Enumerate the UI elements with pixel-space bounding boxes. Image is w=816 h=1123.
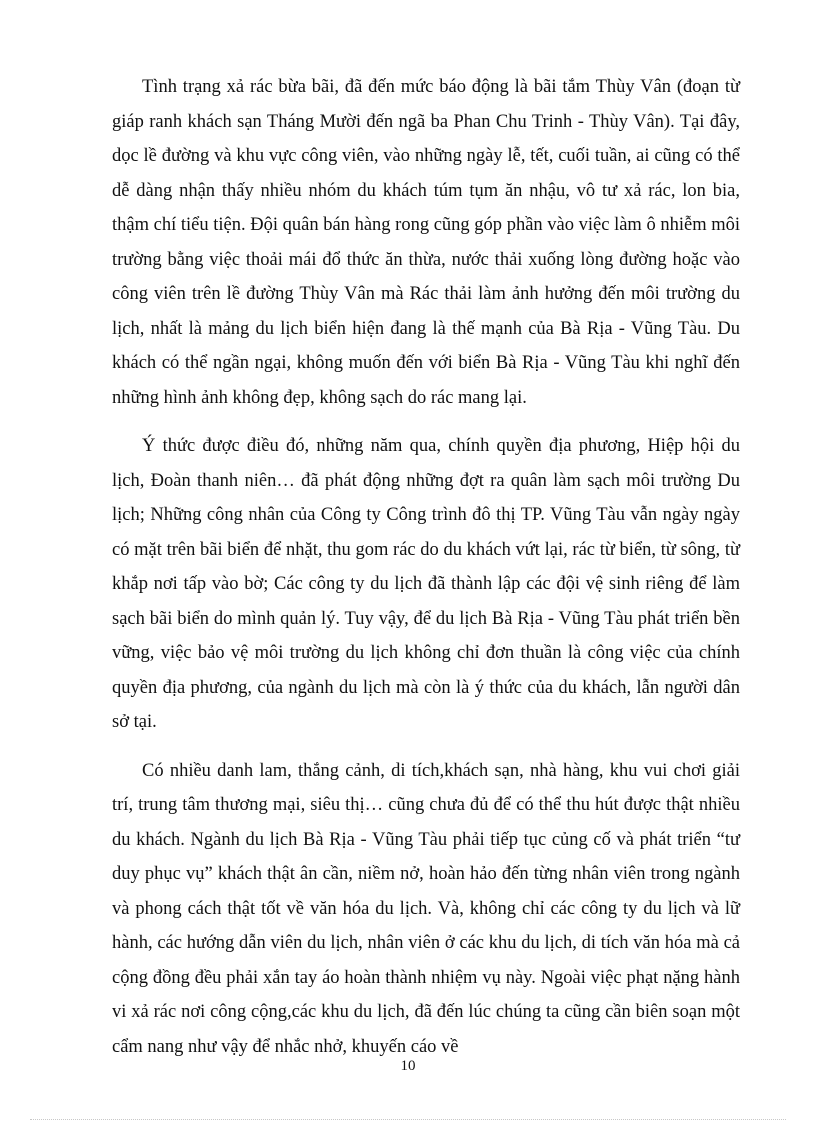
paragraph-2: Ý thức được điều đó, những năm qua, chính quyền địa phương, Hiệp hội du lịch, Đoàn thanh niên… đã phát động những đợt ra quân làm sạch môi trường Du lịch; Những công nhân của Công ty Công trình đô thị TP. Vũng Tàu vẫn ngày ngày có mặt trên bãi biển để nhặt, thu gom rác do du khách vứt lại, rác từ biển, từ sông, từ khắp nơi tấp vào bờ; Các công ty du lịch đã thành lập các đội vệ sinh riêng để làm sạch bãi biển do mình quản lý. Tuy vậy, để du lịch Bà Rịa - Vũng Tàu phát triển bền vững, việc bảo vệ môi trường du lịch không chỉ đơn thuần là công việc của chính quyền địa phương, của ngành du lịch mà còn là ý thức của du khách, lẫn người dân sở tại.	[112, 436, 740, 732]
paragraph-1: Tình trạng xả rác bừa bãi, đã đến mức báo động là bãi tắm Thùy Vân (đoạn từ giáp ranh khách sạn Tháng Mười đến ngã ba Phan Chu Trinh - Thùy Vân). Tại đây, dọc lề đường và khu vực công viên, vào những ngày lễ, tết, cuối tuần, ai cũng có thể dễ dàng nhận thấy nhiều nhóm du khách túm tụm ăn nhậu, vô tư xả rác, lon bia, thậm chí tiểu tiện. Đội quân bán hàng rong cũng góp phần vào việc làm ô nhiễm môi trường bằng việc thoải mái đổ thức ăn thừa, nước thải xuống lòng đường hoặc vào công viên trên lề đường Thùy Vân mà Rác thải làm ảnh hưởng đến môi trường du lịch, nhất là mảng du lịch biển hiện đang là thế mạnh của Bà Rịa - Vũng Tàu. Du khách có thể ngần ngại, không muốn đến với biển Bà Rịa - Vũng Tàu khi nghĩ đến những hình ảnh không đẹp, không sạch do rác mang lại.	[112, 77, 740, 408]
document-body	[112, 70, 740, 1064]
page-bottom-divider	[30, 1119, 786, 1120]
paragraph-3: Có nhiều danh lam, thắng cảnh, di tích,khách sạn, nhà hàng, khu vui chơi giải trí, trung tâm thương mại, siêu thị… cũng chưa đủ để có thể thu hút được thật nhiều du khách. Ngành du lịch Bà Rịa - Vũng Tàu phải tiếp tục củng cố và phát triển “tư duy phục vụ” khách thật ân cần, niềm nở, hoàn hảo đến từng nhân viên trong ngành và phong cách thật tốt về văn hóa du lịch. Và, không chỉ các công ty du lịch và lữ hành, các hướng dẫn viên du lịch, nhân viên ở các khu du lịch, di tích văn hóa mà cả cộng đồng đều phải xắn tay áo hoàn thành nhiệm vụ này. Ngoài việc phạt nặng hành vi xả rác nơi công cộng,các khu du lịch, đã đến lúc chúng ta cũng cần biên soạn một cẩm nang như vậy để nhắc nhở, khuyến cáo về	[112, 760, 740, 1057]
page-number: 10	[400, 1058, 416, 1074]
